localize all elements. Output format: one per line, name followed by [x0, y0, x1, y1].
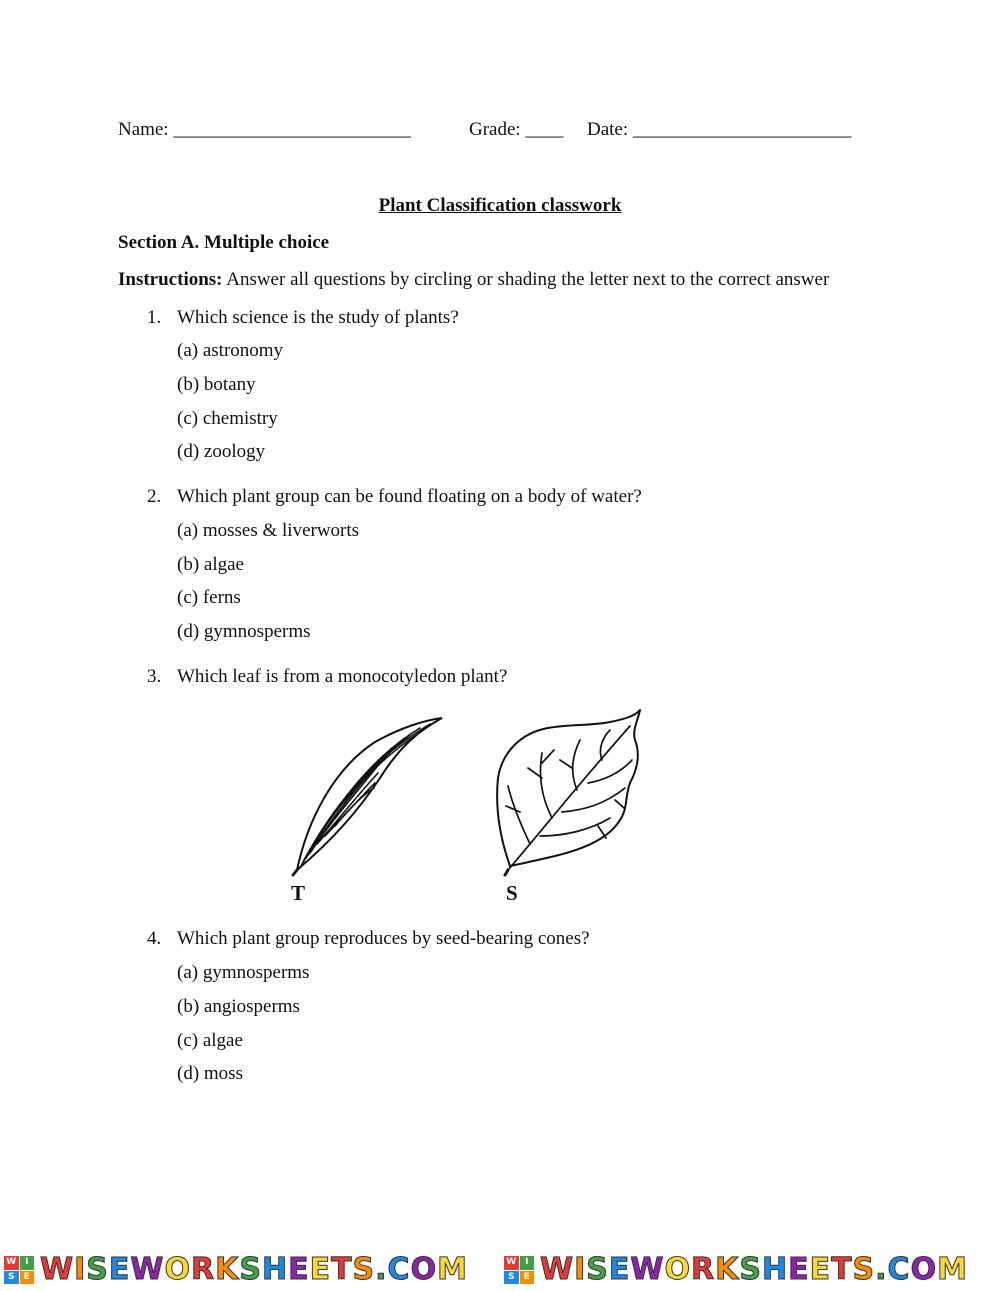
question-text: Which science is the study of plants? [177, 307, 459, 328]
question-text: Which plant group reproduces by seed-bearing cones? [177, 928, 590, 949]
answer-option[interactable]: (a) mosses & liverworts [177, 520, 360, 541]
leaf-label-t: T [291, 881, 306, 905]
question-number: 1. [147, 307, 162, 328]
answer-option[interactable]: (a) gymnosperms [177, 962, 310, 983]
question-number: 2. [147, 486, 162, 507]
dicot-leaf-icon[interactable] [497, 710, 640, 875]
question-number: 3. [147, 666, 162, 687]
watermark [4, 1254, 468, 1286]
answer-option[interactable]: (d) zoology [177, 441, 266, 462]
worksheet-title: Plant Classification classwork [378, 195, 622, 216]
answer-option[interactable]: (b) angiosperms [177, 996, 300, 1017]
answer-option[interactable]: (c) algae [177, 1030, 243, 1051]
question-text: Which plant group can be found floating on a body of water? [177, 486, 642, 507]
question-number: 4. [147, 928, 162, 949]
date-field-label: Date: _______________________ [587, 119, 852, 140]
leaf-label-s: S [506, 881, 518, 905]
instructions-text: Answer all questions by circling or shading the letter next to the correct answer [222, 269, 830, 290]
section-heading: Section A. Multiple choice [118, 232, 330, 253]
name-field-label: Name: _________________________ [118, 119, 411, 140]
answer-option[interactable]: (a) astronomy [177, 340, 284, 361]
leaf-illustrations [280, 708, 680, 878]
watermark-text: WISEWORKSHEETS.COM [40, 1252, 468, 1287]
answer-option[interactable]: (c) ferns [177, 587, 241, 608]
answer-option[interactable]: (b) botany [177, 374, 256, 395]
instructions [118, 270, 829, 289]
grade-field-label: Grade: ____ [469, 119, 564, 140]
logo-badge-icon: W I S E [4, 1256, 34, 1284]
watermark-text: WISEWORKSHEETS.COM [540, 1252, 968, 1287]
monocot-leaf-icon[interactable] [293, 718, 442, 875]
logo-badge-icon: W I S E [504, 1256, 534, 1284]
question-text: Which leaf is from a monocotyledon plant? [177, 666, 508, 687]
instructions-label: Instructions: [118, 269, 223, 290]
answer-option[interactable]: (d) gymnosperms [177, 621, 311, 642]
watermark [504, 1254, 968, 1286]
answer-option[interactable]: (d) moss [177, 1063, 243, 1084]
answer-option[interactable]: (b) algae [177, 554, 244, 575]
footer-watermark-banner [0, 1250, 1000, 1290]
answer-option[interactable]: (c) chemistry [177, 408, 278, 429]
